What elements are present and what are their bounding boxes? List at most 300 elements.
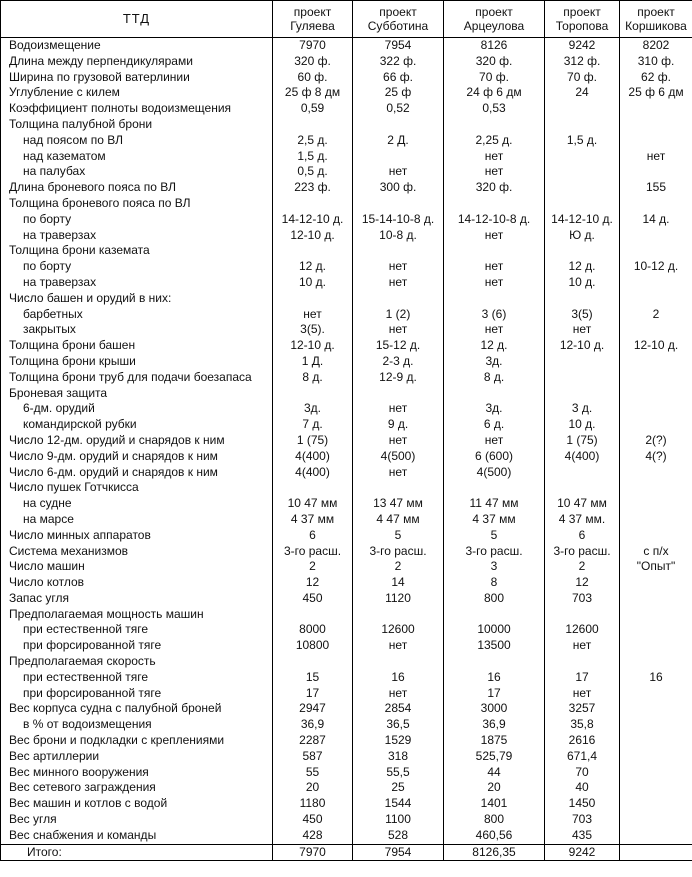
row-label: Предполагаемая скорость [1, 654, 273, 670]
cell-value: 312 ф. [545, 54, 620, 70]
row-label: Вес минного вооружения [1, 765, 273, 781]
table-row [1, 638, 692, 654]
row-label: при форсированной тяге [1, 686, 273, 702]
cell-value: 4 47 мм [353, 512, 444, 528]
cell-value: 70 [545, 765, 620, 781]
table-row [1, 243, 692, 259]
cell-value: 322 ф. [353, 54, 444, 70]
cell-value: 17 [444, 686, 545, 702]
cell-value [620, 243, 692, 259]
cell-value [444, 243, 545, 259]
cell-value: 2 [273, 559, 353, 575]
table-row [1, 812, 692, 828]
cell-value: 8000 [273, 622, 353, 638]
cell-value: 528 [353, 828, 444, 844]
table-row [1, 717, 692, 733]
cell-value: 428 [273, 828, 353, 844]
cell-value: 4(?) [620, 449, 692, 465]
cell-value: 1120 [353, 591, 444, 607]
cell-value: 2-3 д. [353, 354, 444, 370]
cell-value: 25 [353, 780, 444, 796]
table-row [1, 544, 692, 560]
cell-value: 3-го расш. [353, 544, 444, 560]
cell-value: 2854 [353, 701, 444, 717]
cell-value: 10 д. [273, 275, 353, 291]
row-label: Число башен и орудий в них: [1, 291, 273, 307]
cell-value: 8 [444, 575, 545, 591]
cell-value [620, 686, 692, 702]
cell-value: 9242 [545, 38, 620, 54]
table-row [1, 133, 692, 149]
table-row [1, 765, 692, 781]
cell-value: 310 ф. [620, 54, 692, 70]
cell-value: 12 д. [545, 259, 620, 275]
row-label: Вес угля [1, 812, 273, 828]
cell-value: 17 [273, 686, 353, 702]
cell-value: 44 [444, 765, 545, 781]
table-row [1, 559, 692, 575]
cell-value [620, 291, 692, 307]
cell-value: 3-го расш. [444, 544, 545, 560]
cell-value [620, 417, 692, 433]
cell-value: 1401 [444, 796, 545, 812]
cell-value: 55 [273, 765, 353, 781]
cell-value [620, 733, 692, 749]
cell-value: 8202 [620, 38, 692, 54]
cell-value [620, 622, 692, 638]
cell-value: 7954 [353, 844, 444, 861]
cell-value: 7 д. [273, 417, 353, 433]
cell-value: 36,9 [444, 717, 545, 733]
cell-value: 450 [273, 812, 353, 828]
row-label: Число минных аппаратов [1, 528, 273, 544]
table-row [1, 54, 692, 70]
cell-value [444, 480, 545, 496]
table-row [1, 149, 692, 165]
cell-value [545, 180, 620, 196]
cell-value: 9 д. [353, 417, 444, 433]
row-label: закрытых [1, 322, 273, 338]
table-row [1, 733, 692, 749]
row-label: Запас угля [1, 591, 273, 607]
row-label: Водоизмещение [1, 38, 273, 54]
cell-value: нет [353, 686, 444, 702]
cell-value [545, 370, 620, 386]
cell-value: 25 ф 8 дм [273, 85, 353, 101]
cell-value: 6 [273, 528, 353, 544]
cell-value [620, 480, 692, 496]
row-label: при форсированной тяге [1, 638, 273, 654]
cell-value: 3 (6) [444, 307, 545, 323]
cell-value: 60 ф. [273, 70, 353, 86]
cell-value: 1544 [353, 796, 444, 812]
cell-value: нет [353, 322, 444, 338]
cell-value [620, 749, 692, 765]
cell-value [353, 386, 444, 402]
cell-value: 1100 [353, 812, 444, 828]
total-row [1, 844, 692, 861]
row-label: Толщина брони труб для подачи боезапаса [1, 370, 273, 386]
cell-value [545, 196, 620, 212]
cell-value: 1,5 д. [273, 149, 353, 165]
table-row [1, 196, 692, 212]
cell-value: 3(5). [273, 322, 353, 338]
cell-value: 10 47 мм [273, 496, 353, 512]
cell-value: 703 [545, 812, 620, 828]
row-label: Толщина палубной брони [1, 117, 273, 133]
cell-value [273, 386, 353, 402]
cell-value [620, 228, 692, 244]
cell-value [620, 496, 692, 512]
cell-value [353, 654, 444, 670]
cell-value: 3д. [273, 401, 353, 417]
cell-value: 1 Д. [273, 354, 353, 370]
table-row [1, 322, 692, 338]
table-row [1, 496, 692, 512]
cell-value: 525,79 [444, 749, 545, 765]
cell-value: 16 [620, 670, 692, 686]
cell-value: 3257 [545, 701, 620, 717]
cell-value: 6 д. [444, 417, 545, 433]
row-label: при естественной тяге [1, 622, 273, 638]
cell-value [620, 117, 692, 133]
cell-value: 7970 [273, 844, 353, 861]
cell-value: 12600 [353, 622, 444, 638]
cell-value: 14-12-10 д. [545, 212, 620, 228]
table-row [1, 828, 692, 844]
table-row [1, 386, 692, 402]
row-label: Вес машин и котлов с водой [1, 796, 273, 812]
cell-value [353, 149, 444, 165]
cell-value [273, 117, 353, 133]
cell-value: 8 д. [444, 370, 545, 386]
row-label: Длина броневого пояса по ВЛ [1, 180, 273, 196]
row-label: Толщина брони каземата [1, 243, 273, 259]
cell-value: 13 47 мм [353, 496, 444, 512]
cell-value: нет [353, 164, 444, 180]
cell-value: 2616 [545, 733, 620, 749]
cell-value: 4 37 мм. [545, 512, 620, 528]
table-row [1, 670, 692, 686]
cell-value: 6 (600) [444, 449, 545, 465]
cell-value: 10 д. [545, 275, 620, 291]
row-label: на траверзах [1, 228, 273, 244]
cell-value: 1 (75) [273, 433, 353, 449]
row-label: по борту [1, 212, 273, 228]
cell-value: 15-12 д. [353, 338, 444, 354]
cell-value: 16 [444, 670, 545, 686]
table-row [1, 449, 692, 465]
cell-value: 24 ф 6 дм [444, 85, 545, 101]
cell-value [620, 401, 692, 417]
cell-value: 0,59 [273, 101, 353, 117]
cell-value: 66 ф. [353, 70, 444, 86]
cell-value: 14-12-10-8 д. [444, 212, 545, 228]
cell-value: 35,8 [545, 717, 620, 733]
cell-value: 1 (75) [545, 433, 620, 449]
cell-value: 2 Д. [353, 133, 444, 149]
cell-value: 671,4 [545, 749, 620, 765]
row-label: на траверзах [1, 275, 273, 291]
table-row [1, 686, 692, 702]
cell-value: 40 [545, 780, 620, 796]
cell-value: нет [273, 307, 353, 323]
cell-value: 17 [545, 670, 620, 686]
cell-value: 3 д. [545, 401, 620, 417]
cell-value: 10-12 д. [620, 259, 692, 275]
cell-value: 318 [353, 749, 444, 765]
cell-value: 7954 [353, 38, 444, 54]
cell-value: 12-10 д. [273, 228, 353, 244]
cell-value [444, 386, 545, 402]
cell-value [444, 291, 545, 307]
cell-value [620, 354, 692, 370]
cell-value: нет [545, 686, 620, 702]
row-label: Вес брони и подкладки с креплениями [1, 733, 273, 749]
cell-value: 3 [444, 559, 545, 575]
cell-value: 25 ф 6 дм [620, 85, 692, 101]
header-project-gulyaev: проект Гуляева [273, 1, 353, 38]
row-label: командирской рубки [1, 417, 273, 433]
cell-value: 320 ф. [273, 54, 353, 70]
cell-value: 587 [273, 749, 353, 765]
cell-value [545, 386, 620, 402]
cell-value: 10800 [273, 638, 353, 654]
cell-value: 2 [545, 559, 620, 575]
cell-value [620, 717, 692, 733]
cell-value: 12600 [545, 622, 620, 638]
cell-value [620, 196, 692, 212]
table-row [1, 575, 692, 591]
cell-value: 460,56 [444, 828, 545, 844]
cell-value [353, 243, 444, 259]
cell-value: 36,9 [273, 717, 353, 733]
row-label: по борту [1, 259, 273, 275]
cell-value: 8126 [444, 38, 545, 54]
cell-value: нет [444, 164, 545, 180]
cell-value: 12-9 д. [353, 370, 444, 386]
cell-value: 20 [273, 780, 353, 796]
table-row [1, 591, 692, 607]
cell-value [620, 133, 692, 149]
cell-value [620, 844, 692, 861]
cell-value: 1 (2) [353, 307, 444, 323]
row-label: в % от водоизмещения [1, 717, 273, 733]
cell-value [620, 370, 692, 386]
header-ttd: ТТД [1, 1, 273, 38]
cell-value: 12-10 д. [273, 338, 353, 354]
cell-value: нет [353, 433, 444, 449]
table-row [1, 85, 692, 101]
cell-value [273, 607, 353, 623]
cell-value: нет [353, 638, 444, 654]
row-label: Толщина броневого пояса по ВЛ [1, 196, 273, 212]
cell-value: 300 ф. [353, 180, 444, 196]
cell-value: 12-10 д. [620, 338, 692, 354]
cell-value [444, 654, 545, 670]
row-label: на палубах [1, 164, 273, 180]
table-row [1, 749, 692, 765]
cell-value: "Опыт" [620, 559, 692, 575]
cell-value: 2947 [273, 701, 353, 717]
cell-value [545, 149, 620, 165]
cell-value: 3-го расш. [545, 544, 620, 560]
cell-value [620, 638, 692, 654]
table-row [1, 307, 692, 323]
row-label: Система механизмов [1, 544, 273, 560]
cell-value: 0,52 [353, 101, 444, 117]
cell-value: 0,53 [444, 101, 545, 117]
table-row [1, 480, 692, 496]
cell-value: 12 [545, 575, 620, 591]
cell-value: нет [353, 275, 444, 291]
row-label: Толщина брони башен [1, 338, 273, 354]
cell-value: 12 [273, 575, 353, 591]
cell-value [620, 322, 692, 338]
cell-value: 223 ф. [273, 180, 353, 196]
table-row [1, 433, 692, 449]
cell-value [545, 354, 620, 370]
cell-value: 4 37 мм [444, 512, 545, 528]
cell-value: 12 д. [444, 338, 545, 354]
row-label: Число 12-дм. орудий и снарядов к ним [1, 433, 273, 449]
cell-value: 2 [620, 307, 692, 323]
cell-value: 24 [545, 85, 620, 101]
cell-value: 800 [444, 591, 545, 607]
cell-value: 320 ф. [444, 180, 545, 196]
cell-value [545, 480, 620, 496]
table-row [1, 291, 692, 307]
cell-value: 3д. [444, 401, 545, 417]
cell-value [620, 512, 692, 528]
cell-value: 12 д. [273, 259, 353, 275]
cell-value: 20 [444, 780, 545, 796]
cell-value [545, 465, 620, 481]
table-row [1, 259, 692, 275]
cell-value: нет [444, 228, 545, 244]
cell-value [545, 243, 620, 259]
table-row [1, 212, 692, 228]
row-label: Предполагаемая мощность машин [1, 607, 273, 623]
cell-value [620, 812, 692, 828]
cell-value: нет [353, 465, 444, 481]
cell-value [353, 607, 444, 623]
row-label: Число 9-дм. орудий и снарядов к ним [1, 449, 273, 465]
row-label: Вес артиллерии [1, 749, 273, 765]
cell-value [620, 796, 692, 812]
cell-value: 320 ф. [444, 54, 545, 70]
row-label: Число 6-дм. орудий и снарядов к ним [1, 465, 273, 481]
cell-value [545, 101, 620, 117]
row-label: Коэффициент полноты водоизмещения [1, 101, 273, 117]
cell-value [620, 386, 692, 402]
table-row [1, 338, 692, 354]
header-project-korshikov: проект Коршикова [620, 1, 692, 38]
cell-value: нет [545, 322, 620, 338]
row-label: над поясом по ВЛ [1, 133, 273, 149]
cell-value: 9242 [545, 844, 620, 861]
cell-value: 1875 [444, 733, 545, 749]
cell-value: Ю д. [545, 228, 620, 244]
cell-value: нет [444, 275, 545, 291]
table-row [1, 654, 692, 670]
header-project-subbotin: проект Субботина [353, 1, 444, 38]
cell-value [545, 164, 620, 180]
table-row [1, 417, 692, 433]
cell-value [620, 101, 692, 117]
row-label: барбетных [1, 307, 273, 323]
table-row [1, 622, 692, 638]
cell-value: 2,5 д. [273, 133, 353, 149]
cell-value [545, 607, 620, 623]
cell-value: 12-10 д. [545, 338, 620, 354]
cell-value [620, 575, 692, 591]
table-row [1, 701, 692, 717]
row-label: Броневая защита [1, 386, 273, 402]
table-row [1, 117, 692, 133]
cell-value: 8126,35 [444, 844, 545, 861]
row-label: Число котлов [1, 575, 273, 591]
cell-value: 10 47 мм [545, 496, 620, 512]
cell-value: 4(400) [273, 449, 353, 465]
cell-value [620, 654, 692, 670]
table-row [1, 796, 692, 812]
table-row [1, 370, 692, 386]
table-row [1, 38, 692, 54]
cell-value: 3д. [444, 354, 545, 370]
cell-value: 450 [273, 591, 353, 607]
cell-value: 2 [353, 559, 444, 575]
table-row [1, 180, 692, 196]
cell-value: с п/х [620, 544, 692, 560]
cell-value: нет [353, 259, 444, 275]
table-row [1, 228, 692, 244]
row-label: над казематом [1, 149, 273, 165]
row-label: Ширина по грузовой ватерлинии [1, 70, 273, 86]
table-row [1, 401, 692, 417]
cell-value [620, 275, 692, 291]
cell-value [545, 117, 620, 133]
table-row [1, 528, 692, 544]
cell-value: 15-14-10-8 д. [353, 212, 444, 228]
cell-value [273, 480, 353, 496]
table-row [1, 70, 692, 86]
cell-value: 15 [273, 670, 353, 686]
cell-value [273, 291, 353, 307]
cell-value: 14 [353, 575, 444, 591]
cell-value: 3-го расш. [273, 544, 353, 560]
cell-value: 5 [353, 528, 444, 544]
cell-value: нет [444, 259, 545, 275]
cell-value: 0,5 д. [273, 164, 353, 180]
cell-value: нет [353, 401, 444, 417]
cell-value: 3000 [444, 701, 545, 717]
cell-value: 7970 [273, 38, 353, 54]
cell-value: 2(?) [620, 433, 692, 449]
cell-value [620, 528, 692, 544]
cell-value [353, 117, 444, 133]
row-label: на марсе [1, 512, 273, 528]
row-label: Вес корпуса судна с палубной броней [1, 701, 273, 717]
cell-value [620, 465, 692, 481]
table-header [1, 1, 692, 38]
cell-value: 1,5 д. [545, 133, 620, 149]
table-body [1, 38, 692, 861]
cell-value: 25 ф [353, 85, 444, 101]
row-label: Вес снабжения и команды [1, 828, 273, 844]
cell-value: 16 [353, 670, 444, 686]
cell-value: 3(5) [545, 307, 620, 323]
